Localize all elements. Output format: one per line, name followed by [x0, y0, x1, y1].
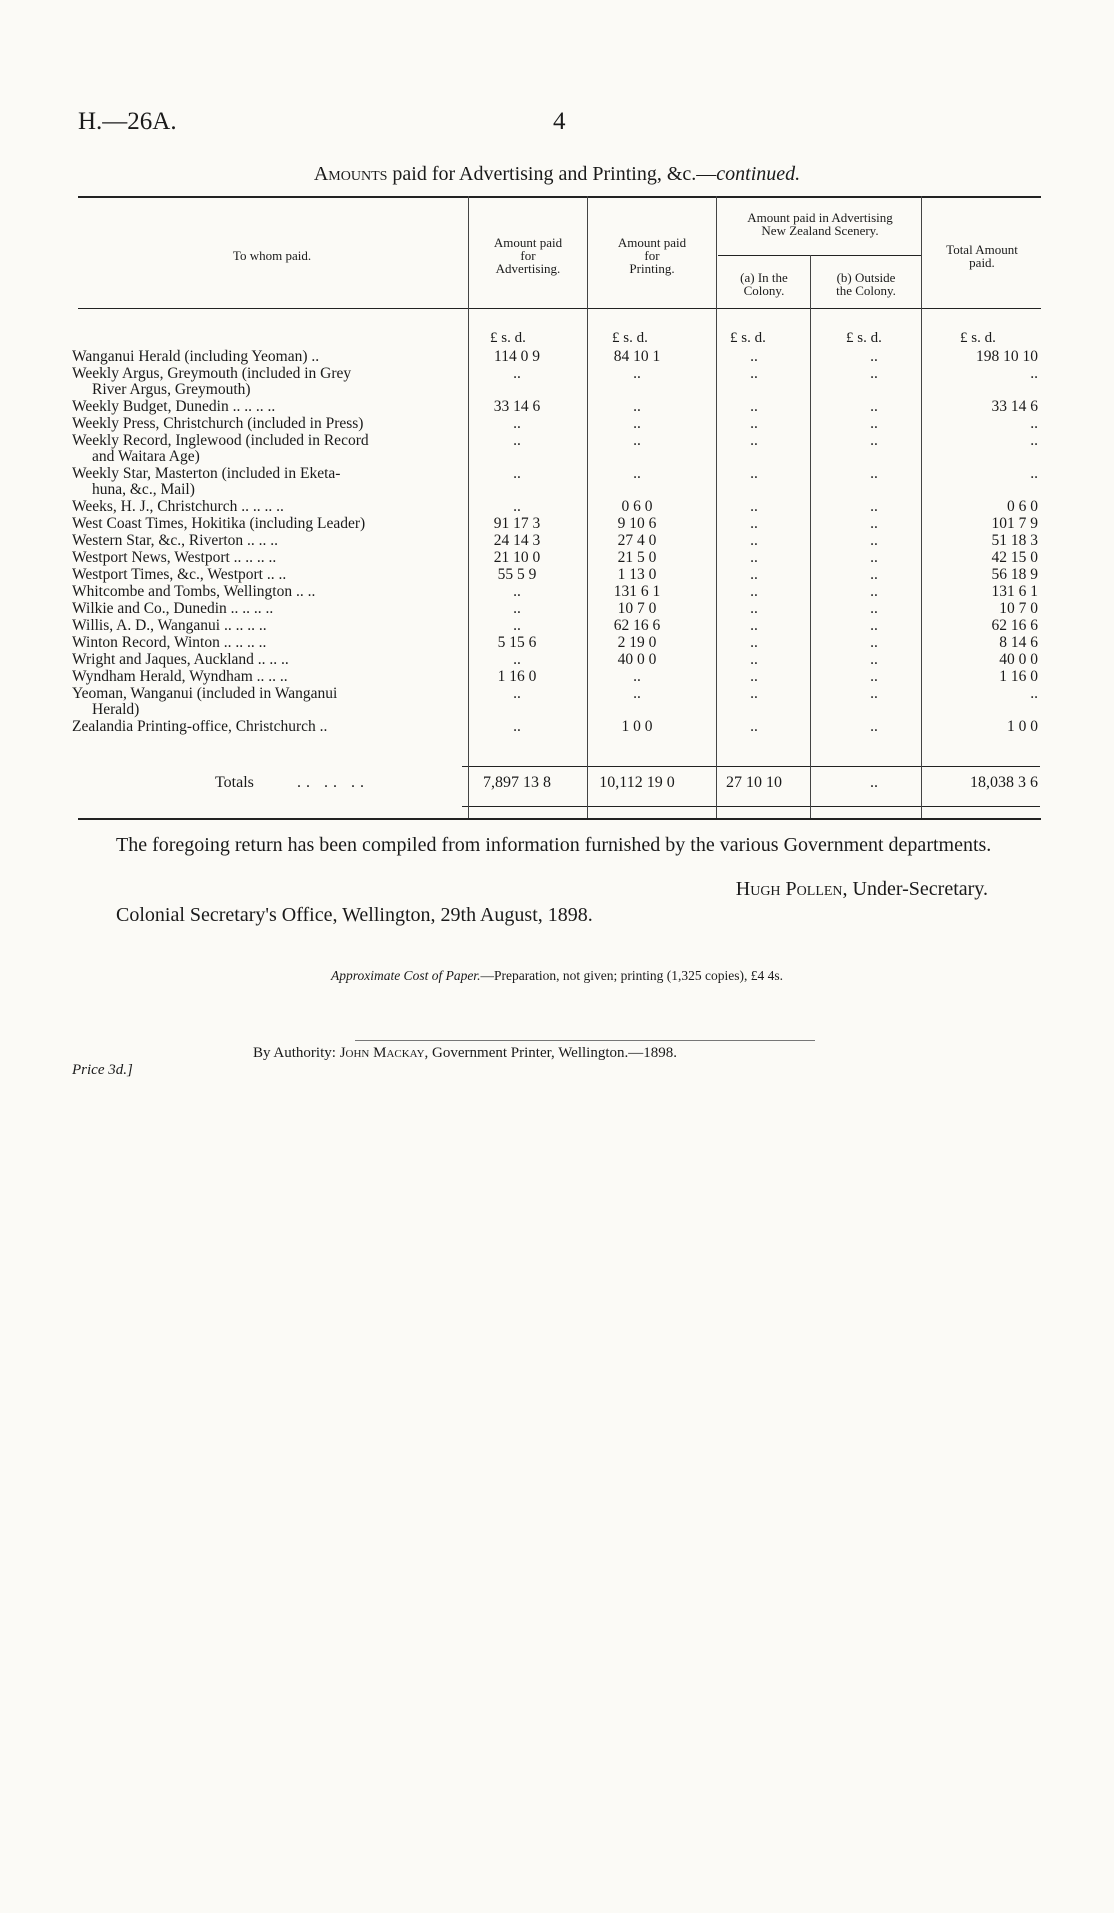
table-row [72, 652, 1040, 669]
row-printing: .. [633, 432, 641, 449]
row-total: 62 16 6 [991, 617, 1038, 634]
row-payee-line: and Waitara Age) [92, 448, 200, 465]
table-body [72, 349, 1040, 736]
paper-cost-line [0, 968, 1114, 984]
row-total: .. [1030, 432, 1038, 449]
table-row [72, 719, 1040, 736]
row-in-colony: .. [750, 348, 758, 365]
row-outside-colony: .. [870, 718, 878, 735]
cost-separator-rule [355, 1040, 815, 1041]
row-printing: 131 6 1 [613, 583, 661, 600]
row-advertising: .. [513, 432, 521, 449]
row-total: 10 7 0 [999, 600, 1038, 617]
row-in-colony: .. [750, 668, 758, 685]
row-payee [72, 584, 455, 600]
row-payee-line: Whitcombe and Tombs, Wellington .. .. [72, 583, 316, 600]
table-row [72, 584, 1040, 601]
row-printing: 40 0 0 [617, 651, 657, 668]
row-payee-line: River Argus, Greymouth) [92, 381, 251, 398]
header-printing-line1: Amount paid [617, 235, 687, 250]
row-total: 1 0 0 [1007, 718, 1038, 735]
row-payee [72, 499, 455, 515]
row-total: 42 15 0 [991, 549, 1038, 566]
row-payee-line: Wright and Jaques, Auckland .. .. .. [72, 651, 289, 668]
currency-printing: £ s. d. [612, 330, 648, 346]
row-total: .. [1030, 415, 1038, 432]
authority-line [253, 1045, 677, 1062]
row-advertising: .. [513, 600, 521, 617]
signature-title: , Under-Secretary. [842, 878, 988, 900]
page-number: 4 [553, 108, 566, 135]
row-advertising: .. [513, 651, 521, 668]
currency-total: £ s. d. [960, 330, 996, 346]
row-payee [72, 366, 455, 398]
row-total: 0 6 0 [1007, 498, 1038, 515]
row-advertising: .. [513, 685, 521, 702]
table-row [72, 601, 1040, 618]
row-printing: 27 4 0 [617, 532, 657, 549]
table-title-lead: Amounts [313, 163, 388, 185]
row-advertising: 24 14 3 [493, 532, 541, 549]
header-scenery-line1: Amount paid in Advertising [747, 210, 893, 225]
table-top-rule [78, 196, 1041, 198]
signature [0, 878, 988, 901]
totals-top-rule [462, 766, 1040, 767]
row-total: 40 0 0 [999, 651, 1038, 668]
row-outside-colony: .. [870, 348, 878, 365]
header-to-whom-label: To whom paid. [232, 248, 312, 263]
row-printing: 1 0 0 [621, 718, 653, 735]
row-printing: .. [633, 465, 641, 482]
row-outside-colony: .. [870, 685, 878, 702]
row-payee [72, 533, 455, 549]
row-advertising: .. [513, 498, 521, 515]
row-total: 33 14 6 [991, 398, 1038, 415]
row-payee [72, 618, 455, 634]
row-advertising: .. [513, 465, 521, 482]
row-advertising: 5 15 6 [497, 634, 537, 651]
table-row [72, 550, 1040, 567]
row-payee-line: Yeoman, Wanganui (included in Wanganui [72, 685, 338, 702]
row-in-colony: .. [750, 600, 758, 617]
row-payee [72, 635, 455, 651]
row-printing: 21 5 0 [617, 549, 657, 566]
row-in-colony: .. [750, 549, 758, 566]
row-total: 101 7 9 [991, 515, 1038, 532]
table-row [72, 416, 1040, 433]
table-bottom-rule [78, 818, 1041, 820]
row-in-colony: .. [750, 718, 758, 735]
row-payee-line: Weekly Argus, Greymouth (included in Grey [72, 365, 352, 382]
row-printing: 2 19 0 [617, 634, 657, 651]
row-outside-colony: .. [870, 398, 878, 415]
printer-name: John Mackay [339, 1045, 425, 1061]
row-outside-colony: .. [870, 515, 878, 532]
table-row [72, 669, 1040, 686]
row-in-colony: .. [750, 617, 758, 634]
row-payee-line: huna, &c., Mail) [92, 481, 195, 498]
row-payee [72, 516, 455, 532]
row-payee-line: Wyndham Herald, Wyndham .. .. .. [72, 668, 288, 685]
row-total: 198 10 10 [976, 348, 1038, 365]
row-advertising: .. [513, 718, 521, 735]
row-advertising: .. [513, 415, 521, 432]
row-advertising: 21 10 0 [493, 549, 541, 566]
paper-cost-label: Approximate Cost of Paper. [330, 968, 481, 983]
header-printing-line2: for [644, 248, 660, 263]
header-outside-colony-line2: the Colony. [836, 283, 896, 298]
office-date-line: Colonial Secretary's Office, Wellington, 29th August, 1898. [116, 904, 593, 926]
row-printing: .. [633, 668, 641, 685]
header-in-colony [718, 271, 810, 297]
table-row [72, 635, 1040, 652]
table-row [72, 533, 1040, 550]
header-advertising-line1: Amount paid [493, 235, 563, 250]
row-advertising: .. [513, 583, 521, 600]
row-outside-colony: .. [870, 365, 878, 382]
header-scenery-line2: New Zealand Scenery. [761, 223, 879, 238]
row-in-colony: .. [750, 398, 758, 415]
row-payee-line: Weeks, H. J., Christchurch .. .. .. .. [72, 498, 284, 515]
row-printing: 0 6 0 [621, 498, 653, 515]
header-to-whom [78, 249, 466, 262]
paper-cost-text: —Preparation, not given; printing (1,325 copies), £4 4s. [480, 968, 784, 983]
row-in-colony: .. [750, 415, 758, 432]
row-total: .. [1030, 465, 1038, 482]
row-payee-line: Herald) [92, 701, 140, 718]
header-printing-line3: Printing. [629, 261, 675, 276]
header-outside-colony-line1: (b) Outside [836, 270, 896, 285]
row-payee-line: Winton Record, Winton .. .. .. .. [72, 634, 267, 651]
row-printing: .. [633, 685, 641, 702]
table-row [72, 618, 1040, 635]
table-row [72, 567, 1040, 584]
totals-outside-colony: .. [870, 774, 878, 791]
totals-leader-dots: .. .. .. [297, 774, 369, 791]
authority-suffix: , Government Printer, Wellington.—1898. [424, 1045, 678, 1061]
row-advertising: .. [513, 365, 521, 382]
row-total: .. [1030, 685, 1038, 702]
row-in-colony: .. [750, 566, 758, 583]
row-in-colony: .. [750, 634, 758, 651]
row-payee [72, 652, 455, 668]
header-in-colony-line1: (a) In the [740, 270, 788, 285]
header-printing [589, 236, 715, 275]
row-in-colony: .. [750, 532, 758, 549]
row-advertising: 55 5 9 [497, 566, 537, 583]
row-outside-colony: .. [870, 651, 878, 668]
row-payee-line: Zealandia Printing-office, Christchurch .. [72, 718, 328, 735]
header-outside-colony [812, 271, 920, 297]
table-title-continued: continued. [716, 163, 801, 185]
header-total-line2: paid. [969, 255, 995, 270]
row-printing: .. [633, 415, 641, 432]
row-outside-colony: .. [870, 465, 878, 482]
row-printing: 62 16 6 [613, 617, 661, 634]
totals-advertising: 7,897 13 8 [483, 774, 551, 791]
row-payee [72, 416, 455, 432]
currency-outside-colony: £ s. d. [846, 330, 882, 346]
row-payee [72, 686, 455, 718]
header-advertising-line3: Advertising. [495, 261, 561, 276]
return-note: The foregoing return has been compiled from information furnished by the various Government departments. [116, 834, 992, 856]
authority-prefix: By Authority: [253, 1045, 340, 1061]
row-total: 1 16 0 [999, 668, 1038, 685]
table-row [72, 686, 1040, 719]
row-payee-line: Willis, A. D., Wanganui .. .. .. .. [72, 617, 267, 634]
row-total: 131 6 1 [991, 583, 1038, 600]
row-in-colony: .. [750, 365, 758, 382]
totals-printing: 10,112 19 0 [599, 774, 675, 791]
totals-total: 18,038 3 6 [970, 774, 1038, 791]
row-outside-colony: .. [870, 668, 878, 685]
table-row [72, 433, 1040, 466]
row-printing: .. [633, 365, 641, 382]
row-printing: 9 10 6 [617, 515, 657, 532]
row-payee [72, 399, 455, 415]
row-total: .. [1030, 365, 1038, 382]
row-payee-line: Wanganui Herald (including Yeoman) .. [72, 348, 320, 365]
row-outside-colony: .. [870, 583, 878, 600]
row-payee-line: West Coast Times, Hokitika (including Leader) [72, 515, 366, 532]
table-title [0, 163, 1114, 186]
row-in-colony: .. [750, 432, 758, 449]
row-payee [72, 433, 455, 465]
row-payee-line: Westport News, Westport .. .. .. .. [72, 549, 277, 566]
row-payee-line: Weekly Press, Christchurch (included in Press) [72, 415, 364, 432]
row-outside-colony: .. [870, 600, 878, 617]
row-payee-line: Westport Times, &c., Westport .. .. [72, 566, 287, 583]
signature-name: Hugh Pollen [735, 878, 843, 900]
totals-bottom-rule [462, 806, 1040, 807]
header-advertising-line2: for [520, 248, 536, 263]
row-printing: 10 7 0 [617, 600, 657, 617]
row-payee [72, 567, 455, 583]
document-id: H.—26A. [78, 108, 177, 135]
row-total: 56 18 9 [991, 566, 1038, 583]
row-total: 51 18 3 [991, 532, 1038, 549]
totals-label: Totals [215, 774, 254, 791]
row-printing: 84 10 1 [613, 348, 661, 365]
table-title-body: paid for Advertising and Printing, &c.— [392, 163, 717, 185]
table-row [72, 466, 1040, 499]
currency-advertising: £ s. d. [490, 330, 526, 346]
row-outside-colony: .. [870, 566, 878, 583]
row-advertising: 91 17 3 [493, 515, 541, 532]
header-total [923, 243, 1041, 269]
row-total: 8 14 6 [999, 634, 1038, 651]
row-payee [72, 466, 455, 498]
row-in-colony: .. [750, 651, 758, 668]
row-in-colony: .. [750, 515, 758, 532]
header-scenery-group [718, 211, 922, 237]
row-in-colony: .. [750, 685, 758, 702]
row-in-colony: .. [750, 498, 758, 515]
row-advertising: 1 16 0 [497, 668, 537, 685]
table-row [72, 399, 1040, 416]
price-note: Price 3d.] [72, 1062, 133, 1078]
totals-in-colony: 27 10 10 [726, 774, 782, 791]
row-outside-colony: .. [870, 617, 878, 634]
row-printing: 1 13 0 [617, 566, 657, 583]
row-outside-colony: .. [870, 415, 878, 432]
table-row [72, 499, 1040, 516]
row-payee [72, 601, 455, 617]
row-in-colony: .. [750, 583, 758, 600]
table-row [72, 349, 1040, 366]
header-bottom-rule [78, 308, 1041, 309]
row-outside-colony: .. [870, 532, 878, 549]
row-payee [72, 349, 455, 365]
currency-in-colony: £ s. d. [730, 330, 766, 346]
row-payee [72, 719, 455, 735]
row-advertising: 33 14 6 [493, 398, 541, 415]
row-printing: .. [633, 398, 641, 415]
header-in-colony-line2: Colony. [743, 283, 785, 298]
table-row [72, 366, 1040, 399]
row-in-colony: .. [750, 465, 758, 482]
row-payee-line: Weekly Star, Masterton (included in Eketa- [72, 465, 341, 482]
table-row [72, 516, 1040, 533]
row-payee-line: Western Star, &c., Riverton .. .. .. [72, 532, 279, 549]
row-payee-line: Weekly Record, Inglewood (included in Record [72, 432, 369, 449]
header-advertising [470, 236, 586, 275]
row-payee-line: Weekly Budget, Dunedin .. .. .. .. [72, 398, 276, 415]
row-outside-colony: .. [870, 432, 878, 449]
row-advertising: .. [513, 617, 521, 634]
row-outside-colony: .. [870, 634, 878, 651]
row-payee-line: Wilkie and Co., Dunedin .. .. .. .. [72, 600, 274, 617]
row-payee [72, 669, 455, 685]
scenery-group-rule [718, 255, 922, 256]
row-payee [72, 550, 455, 566]
row-advertising: 114 0 9 [494, 348, 540, 365]
row-outside-colony: .. [870, 549, 878, 566]
header-total-line1: Total Amount [946, 242, 1018, 257]
row-outside-colony: .. [870, 498, 878, 515]
